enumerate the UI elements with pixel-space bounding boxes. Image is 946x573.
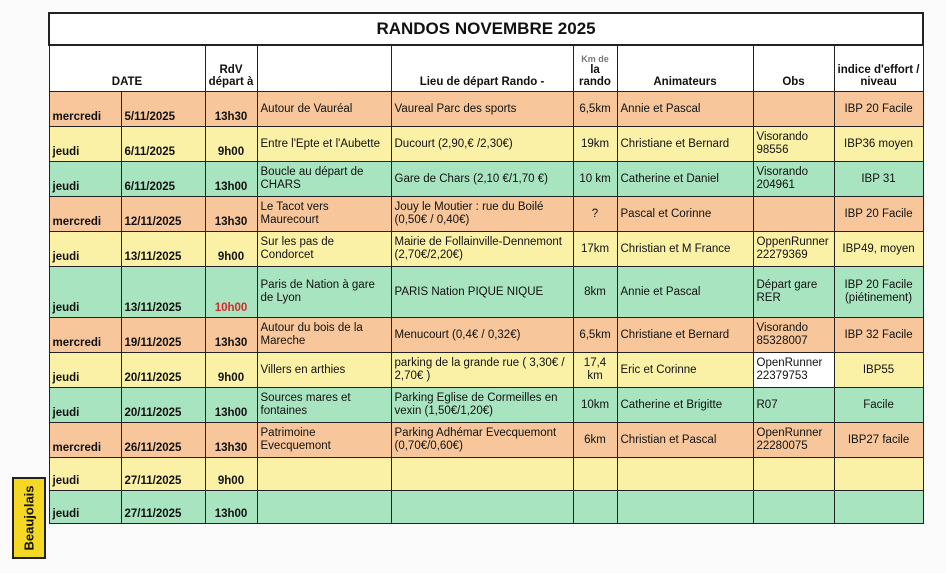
level-cell — [834, 491, 923, 524]
schedule-table — [48, 12, 924, 524]
rando-name-cell: Autour de Vauréal — [257, 92, 391, 127]
lieu-cell: Jouy le Moutier : rue du Boilé (0,50€ / 0,40€) — [391, 197, 573, 232]
rando-name-cell — [257, 458, 391, 491]
level-cell: IBP55 — [834, 353, 923, 388]
day-cell: mercredi — [49, 92, 121, 127]
level-cell: IBP49, moyen — [834, 232, 923, 267]
obs-cell — [753, 92, 834, 127]
header-rando — [573, 45, 617, 92]
time-cell: 13h30 — [205, 423, 257, 458]
obs-cell — [753, 197, 834, 232]
rando-name-cell: Le Tacot vers Maurecourt — [257, 197, 391, 232]
header-animateurs: Animateurs — [617, 45, 753, 92]
day-cell: jeudi — [49, 162, 121, 197]
day-cell: jeudi — [49, 353, 121, 388]
date-cell: 6/11/2025 — [121, 127, 205, 162]
day-cell: jeudi — [49, 388, 121, 423]
header-obs: Obs — [753, 45, 834, 92]
dist-cell — [573, 458, 617, 491]
time-cell: 13h30 — [205, 92, 257, 127]
animateurs-cell: Christiane et Bernard — [617, 127, 753, 162]
date-cell: 20/11/2025 — [121, 388, 205, 423]
header-rdv: RdV départ à — [205, 45, 257, 92]
lieu-cell: Parking Eglise de Cormeilles en vexin (1,50€/1,20€) — [391, 388, 573, 423]
day-cell: jeudi — [49, 267, 121, 318]
animateurs-cell: Christian et M France — [617, 232, 753, 267]
date-cell: 19/11/2025 — [121, 318, 205, 353]
lieu-cell: Mairie de Follainville-Dennemont (2,70€/2,20€) — [391, 232, 573, 267]
animateurs-cell: Catherine et Daniel — [617, 162, 753, 197]
level-cell: IBP 20 Facile (piétinement) — [834, 267, 923, 318]
table-row — [49, 232, 923, 267]
time-cell: 9h00 — [205, 353, 257, 388]
level-cell: IBP27 facile — [834, 423, 923, 458]
dist-cell: 6km — [573, 423, 617, 458]
level-cell: IBP36 moyen — [834, 127, 923, 162]
table-row — [49, 92, 923, 127]
obs-cell: Visorando 98556 — [753, 127, 834, 162]
page-title: RANDOS NOVEMBRE 2025 — [49, 13, 923, 45]
date-cell: 27/11/2025 — [121, 458, 205, 491]
lieu-cell: Menucourt (0,4€ / 0,32€) — [391, 318, 573, 353]
obs-cell: Visorando 85328007 — [753, 318, 834, 353]
table-row — [49, 318, 923, 353]
level-cell: IBP 20 Facile — [834, 92, 923, 127]
header-date: DATE — [49, 45, 205, 92]
date-cell: 27/11/2025 — [121, 491, 205, 524]
header-niveau: indice d'effort / niveau — [834, 45, 923, 92]
animateurs-cell: Annie et Pascal — [617, 267, 753, 318]
level-cell: IBP 20 Facile — [834, 197, 923, 232]
animateurs-cell: Pascal et Corinne — [617, 197, 753, 232]
table-row — [49, 267, 923, 318]
dist-cell: 17km — [573, 232, 617, 267]
day-cell: mercredi — [49, 423, 121, 458]
table-row — [49, 353, 923, 388]
rando-name-cell: Villers en arthies — [257, 353, 391, 388]
lieu-cell — [391, 458, 573, 491]
dist-cell — [573, 491, 617, 524]
header-rando-label: la rando — [579, 64, 611, 88]
animateurs-cell — [617, 458, 753, 491]
table-row — [49, 127, 923, 162]
time-cell: 9h00 — [205, 458, 257, 491]
animateurs-cell: Christian et Pascal — [617, 423, 753, 458]
level-cell: Facile — [834, 388, 923, 423]
beaujolais-tag — [12, 477, 46, 559]
table-row — [49, 491, 923, 524]
time-cell: 13h30 — [205, 197, 257, 232]
day-cell: jeudi — [49, 127, 121, 162]
table-row — [49, 162, 923, 197]
table-row — [49, 388, 923, 423]
rando-name-cell: Patrimoine Evecquemont — [257, 423, 391, 458]
rando-name-cell: Autour du bois de la Mareche — [257, 318, 391, 353]
level-cell — [834, 458, 923, 491]
animateurs-cell — [617, 491, 753, 524]
obs-cell — [753, 491, 834, 524]
header-blank — [257, 45, 391, 92]
dist-cell: 8km — [573, 267, 617, 318]
dist-cell: 10km — [573, 388, 617, 423]
day-cell: jeudi — [49, 491, 121, 524]
schedule-body — [49, 92, 923, 524]
date-cell: 13/11/2025 — [121, 232, 205, 267]
time-cell: 13h00 — [205, 491, 257, 524]
day-cell: mercredi — [49, 197, 121, 232]
animateurs-cell: Christiane et Bernard — [617, 318, 753, 353]
lieu-cell: parking de la grande rue ( 3,30€ / 2,70€ ) — [391, 353, 573, 388]
dist-cell: ? — [573, 197, 617, 232]
animateurs-cell: Annie et Pascal — [617, 92, 753, 127]
time-cell: 13h00 — [205, 388, 257, 423]
date-cell: 13/11/2025 — [121, 267, 205, 318]
time-cell: 9h00 — [205, 127, 257, 162]
lieu-cell: Vaureal Parc des sports — [391, 92, 573, 127]
animateurs-cell: Eric et Corinne — [617, 353, 753, 388]
rando-name-cell: Paris de Nation à gare de Lyon — [257, 267, 391, 318]
day-cell: jeudi — [49, 232, 121, 267]
table-row — [49, 458, 923, 491]
lieu-cell: PARIS Nation PIQUE NIQUE — [391, 267, 573, 318]
table-row — [49, 423, 923, 458]
day-cell: mercredi — [49, 318, 121, 353]
rando-name-cell — [257, 491, 391, 524]
level-cell: IBP 31 — [834, 162, 923, 197]
date-cell: 5/11/2025 — [121, 92, 205, 127]
date-cell: 26/11/2025 — [121, 423, 205, 458]
date-cell: 6/11/2025 — [121, 162, 205, 197]
obs-cell: OpenRunner 22280075 — [753, 423, 834, 458]
level-cell: IBP 32 Facile — [834, 318, 923, 353]
obs-cell: OppenRunner 22279369 — [753, 232, 834, 267]
dist-cell: 10 km — [573, 162, 617, 197]
header-rando-top: Km de — [581, 54, 609, 64]
obs-cell: OpenRunner 22379753 — [753, 353, 834, 388]
obs-cell: Départ gare RER — [753, 267, 834, 318]
lieu-cell: Ducourt (2,90,€ /2,30€) — [391, 127, 573, 162]
header-lieu: Lieu de départ Rando - — [391, 45, 573, 92]
date-cell: 12/11/2025 — [121, 197, 205, 232]
obs-cell: Visorando 204961 — [753, 162, 834, 197]
rando-name-cell: Boucle au départ de CHARS — [257, 162, 391, 197]
dist-cell: 17,4 km — [573, 353, 617, 388]
date-cell: 20/11/2025 — [121, 353, 205, 388]
lieu-cell: Gare de Chars (2,10 €/1,70 €) — [391, 162, 573, 197]
time-cell: 13h00 — [205, 162, 257, 197]
dist-cell: 6,5km — [573, 318, 617, 353]
time-cell: 9h00 — [205, 232, 257, 267]
rando-name-cell: Sur les pas de Condorcet — [257, 232, 391, 267]
time-cell: 10h00 — [205, 267, 257, 318]
lieu-cell: Parking Adhémar Evecquemont (0,70€/0,60€) — [391, 423, 573, 458]
time-cell: 13h30 — [205, 318, 257, 353]
rando-name-cell: Sources mares et fontaines — [257, 388, 391, 423]
lieu-cell — [391, 491, 573, 524]
table-row — [49, 197, 923, 232]
obs-cell — [753, 458, 834, 491]
rando-name-cell: Entre l'Epte et l'Aubette — [257, 127, 391, 162]
dist-cell: 6,5km — [573, 92, 617, 127]
obs-cell: R07 — [753, 388, 834, 423]
dist-cell: 19km — [573, 127, 617, 162]
day-cell: jeudi — [49, 458, 121, 491]
beaujolais-label: Beaujolais — [21, 485, 37, 551]
animateurs-cell: Catherine et Brigitte — [617, 388, 753, 423]
